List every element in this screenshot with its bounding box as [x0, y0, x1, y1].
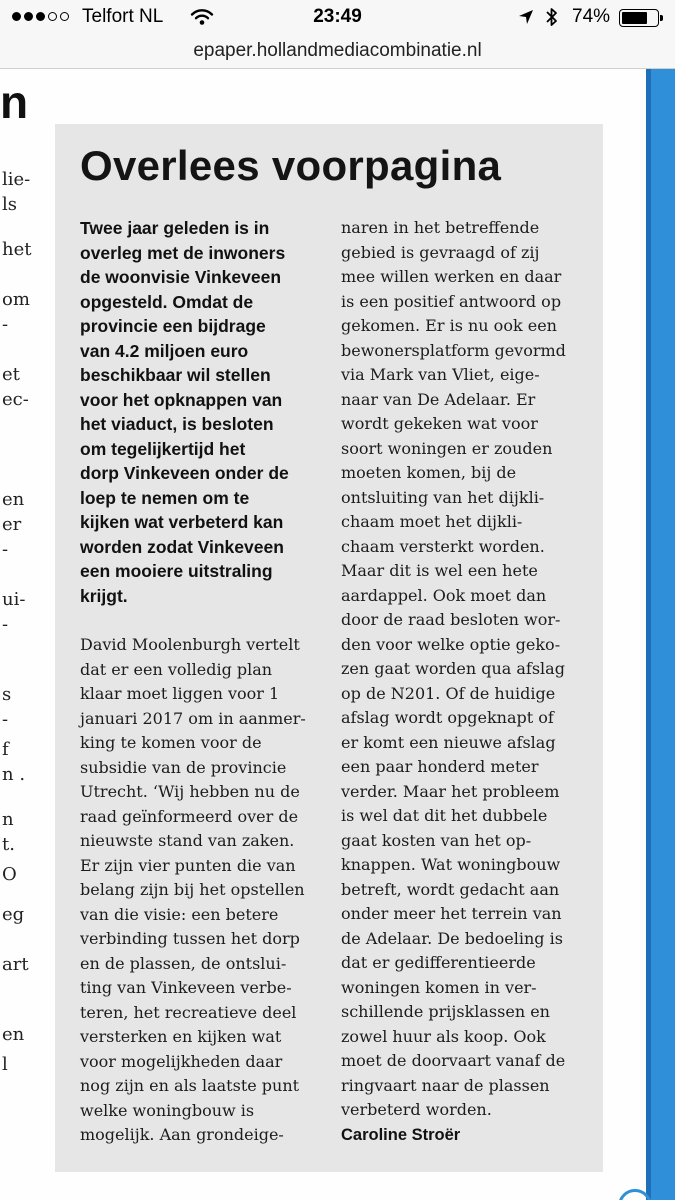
body-line: van die visie: een betere	[80, 904, 279, 924]
body-line: ringvaart naar de plassen	[341, 1075, 550, 1095]
body-line: Er zijn vier punten die van	[80, 855, 296, 875]
cell-signal-indicator	[12, 12, 69, 21]
carrier-name: Telfort NL	[82, 6, 164, 27]
article-headline: Overlees voorpagina	[80, 142, 502, 189]
previous-column-fragment: en	[2, 489, 25, 510]
previous-column-fragment: t.	[2, 834, 15, 855]
body-line: nieuwste stand van zaken.	[80, 831, 295, 850]
body-line: welke woningbouw is	[80, 1100, 255, 1120]
article-column-right	[341, 216, 586, 1147]
body-line: moeten komen, bij de	[341, 463, 517, 482]
previous-column-fragment: ui-	[2, 589, 26, 610]
body-line: via Mark van Vliet, eige-	[341, 365, 540, 384]
lead-line: het viaduct, is besloten	[80, 414, 274, 434]
previous-column-fragment: -	[2, 539, 9, 560]
previous-article-column	[0, 69, 40, 1200]
previous-column-fragment: n	[2, 809, 14, 830]
body-line: verder. Maar het probleem	[341, 781, 560, 801]
body-line: aardappel. Ook moet dan	[341, 585, 547, 605]
signal-dot	[48, 12, 57, 21]
battery-nub	[660, 15, 663, 21]
body-line: zen gaat worden qua afslag	[341, 659, 565, 678]
previous-column-fragment: art	[2, 954, 29, 975]
lead-line: provincie een bijdrage	[80, 316, 266, 336]
article-column-left	[80, 216, 325, 1148]
body-line: ontsluiting van het dijkli-	[341, 487, 545, 507]
lead-line: om tegelijkertijd het	[80, 438, 246, 459]
body-line: naar van De Adelaar. Er	[341, 389, 536, 409]
body-line: verbinding tussen het dorp	[80, 929, 300, 948]
body-line: afslag wordt opgeknapt of	[341, 708, 554, 727]
previous-column-fragment: s	[2, 684, 12, 705]
body-line: klaar moet liggen voor 1	[80, 684, 280, 703]
body-line: woningen komen in ver-	[341, 977, 537, 997]
epaper-page[interactable]	[0, 69, 675, 1200]
lead-line: worden zodat Vinkeveen	[80, 536, 284, 557]
previous-column-fragment: f	[2, 739, 9, 760]
body-line: gaat kosten van het op-	[341, 830, 532, 850]
body-line: schillende prijsklassen en	[341, 1002, 550, 1021]
body-line: betreft, wordt gedacht aan	[341, 879, 560, 899]
lead-line: een mooiere uitstraling	[80, 561, 273, 581]
body-line: chaam moet het dijkli-	[341, 512, 523, 531]
body-line: mee willen werken en daar	[341, 267, 562, 286]
signal-dot	[12, 12, 21, 21]
lead-line: voor het opknappen van	[80, 389, 283, 410]
body-line: gebied is gevraagd of zij	[341, 242, 540, 262]
clock: 23:49	[313, 6, 362, 27]
lead-line: van 4.2 miljoen euro	[80, 340, 249, 361]
body-line: raad geïnformeerd over de	[80, 806, 299, 826]
body-line: Maar dit is wel een hete	[341, 561, 538, 580]
previous-column-fragment: et	[2, 364, 20, 385]
body-line: versterken en kijken wat	[80, 1027, 282, 1046]
previous-column-fragment: -	[2, 314, 9, 335]
previous-column-fragment: eg	[2, 904, 25, 925]
body-line: de Adelaar. De bedoeling is	[341, 928, 563, 948]
body-line: dat er een volledig plan	[80, 659, 273, 679]
body-line: mogelijk. Aan grondeige-	[80, 1125, 284, 1144]
previous-headline-fragment: n	[0, 76, 29, 128]
body-line: den voor welke optie geko-	[341, 634, 561, 654]
previous-column-fragment: ls	[2, 194, 17, 215]
body-line: belang zijn bij het opstellen	[80, 880, 305, 899]
body-line: een paar honderd meter	[341, 757, 539, 776]
body-line: king te komen voor de	[80, 733, 262, 752]
body-line: onder meer het terrein van	[341, 904, 562, 923]
previous-column-fragment: en	[2, 1024, 25, 1045]
body-line: is wel dat dit het dubbele	[341, 806, 548, 825]
signal-dot	[24, 12, 33, 21]
bluetooth-icon	[545, 7, 559, 33]
address-bar[interactable]	[0, 34, 675, 69]
status-bar	[0, 0, 675, 34]
previous-column-fragment: O	[2, 864, 17, 885]
battery-percent: 74%	[572, 6, 611, 27]
battery-icon	[619, 9, 659, 27]
body-line: ting van Vinkeveen verbe-	[80, 978, 292, 997]
body-line: januari 2017 om in aanmer-	[80, 708, 306, 728]
previous-column-fragment: -	[2, 614, 9, 635]
body-line: voor mogelijkheden daar	[80, 1051, 283, 1071]
previous-column-fragment: n .	[2, 764, 26, 785]
body-line: nog zijn en als laatste punt	[80, 1076, 300, 1095]
article-box	[55, 124, 603, 1172]
body-line: chaam versterkt worden.	[341, 536, 545, 556]
lead-line: krijgt.	[80, 585, 128, 606]
previous-column-fragment: -	[2, 709, 9, 730]
previous-column-fragment: lie-	[2, 169, 31, 190]
battery-fill	[622, 12, 647, 24]
previous-column-fragment: er	[2, 514, 22, 535]
location-arrow-icon	[518, 9, 534, 31]
body-line: wordt gekeken wat voor	[341, 414, 538, 433]
body-line: is een positief antwoord op	[341, 291, 562, 311]
lead-line: Twee jaar geleden is in	[80, 218, 270, 238]
lead-line: loep te nemen om te	[80, 487, 250, 508]
lead-line: dorp Vinkeveen onder de	[80, 463, 289, 483]
previous-column-fragment: l	[2, 1054, 8, 1075]
lead-line: kijken wat verbeterd kan	[80, 512, 284, 532]
body-line: subsidie van de provincie	[80, 757, 287, 777]
lead-line: overleg met de inwoners	[80, 242, 286, 263]
body-line: gekomen. Er is nu ook een	[341, 316, 557, 335]
body-line: teren, het recreatieve deel	[80, 1002, 297, 1022]
body-line: David Moolenburgh vertelt	[80, 635, 300, 654]
body-line: moet de doorvaart vanaf de	[341, 1051, 566, 1070]
body-line: verbeterd worden.	[341, 1100, 492, 1119]
signal-dot	[60, 12, 69, 21]
body-line: naren in het betreffende	[341, 218, 540, 237]
url-text[interactable]: epaper.hollandmediacombinatie.nl	[193, 40, 482, 61]
signal-dot	[36, 12, 45, 21]
lead-line: beschikbaar wil stellen	[80, 365, 271, 385]
body-line: door de raad besloten wor-	[341, 610, 561, 629]
body-line: er komt een nieuwe afslag	[341, 732, 556, 752]
body-line: soort woningen er zouden	[341, 438, 553, 458]
previous-column-fragment: om	[2, 289, 30, 310]
lead-line: de woonvisie Vinkeveen	[80, 267, 282, 287]
lead-line: opgesteld. Omdat de	[80, 291, 254, 312]
previous-column-fragment: het	[2, 239, 32, 260]
body-line: bewonersplatform gevormd	[341, 340, 566, 360]
body-line: Utrecht. ‘Wij hebben nu de	[80, 782, 300, 801]
body-line: zowel huur als koop. Ook	[341, 1026, 546, 1046]
author-byline: Caroline Stroër	[341, 1125, 461, 1144]
body-line: en de plassen, de ontslui-	[80, 953, 287, 973]
body-line: knappen. Wat woningbouw	[341, 855, 561, 874]
previous-column-fragment: ec-	[2, 389, 29, 410]
next-page-edge	[646, 69, 675, 1200]
body-line: dat er gedifferentieerde	[341, 953, 536, 972]
wifi-icon	[190, 8, 214, 32]
body-line: op de N201. Of de huidige	[341, 683, 556, 703]
